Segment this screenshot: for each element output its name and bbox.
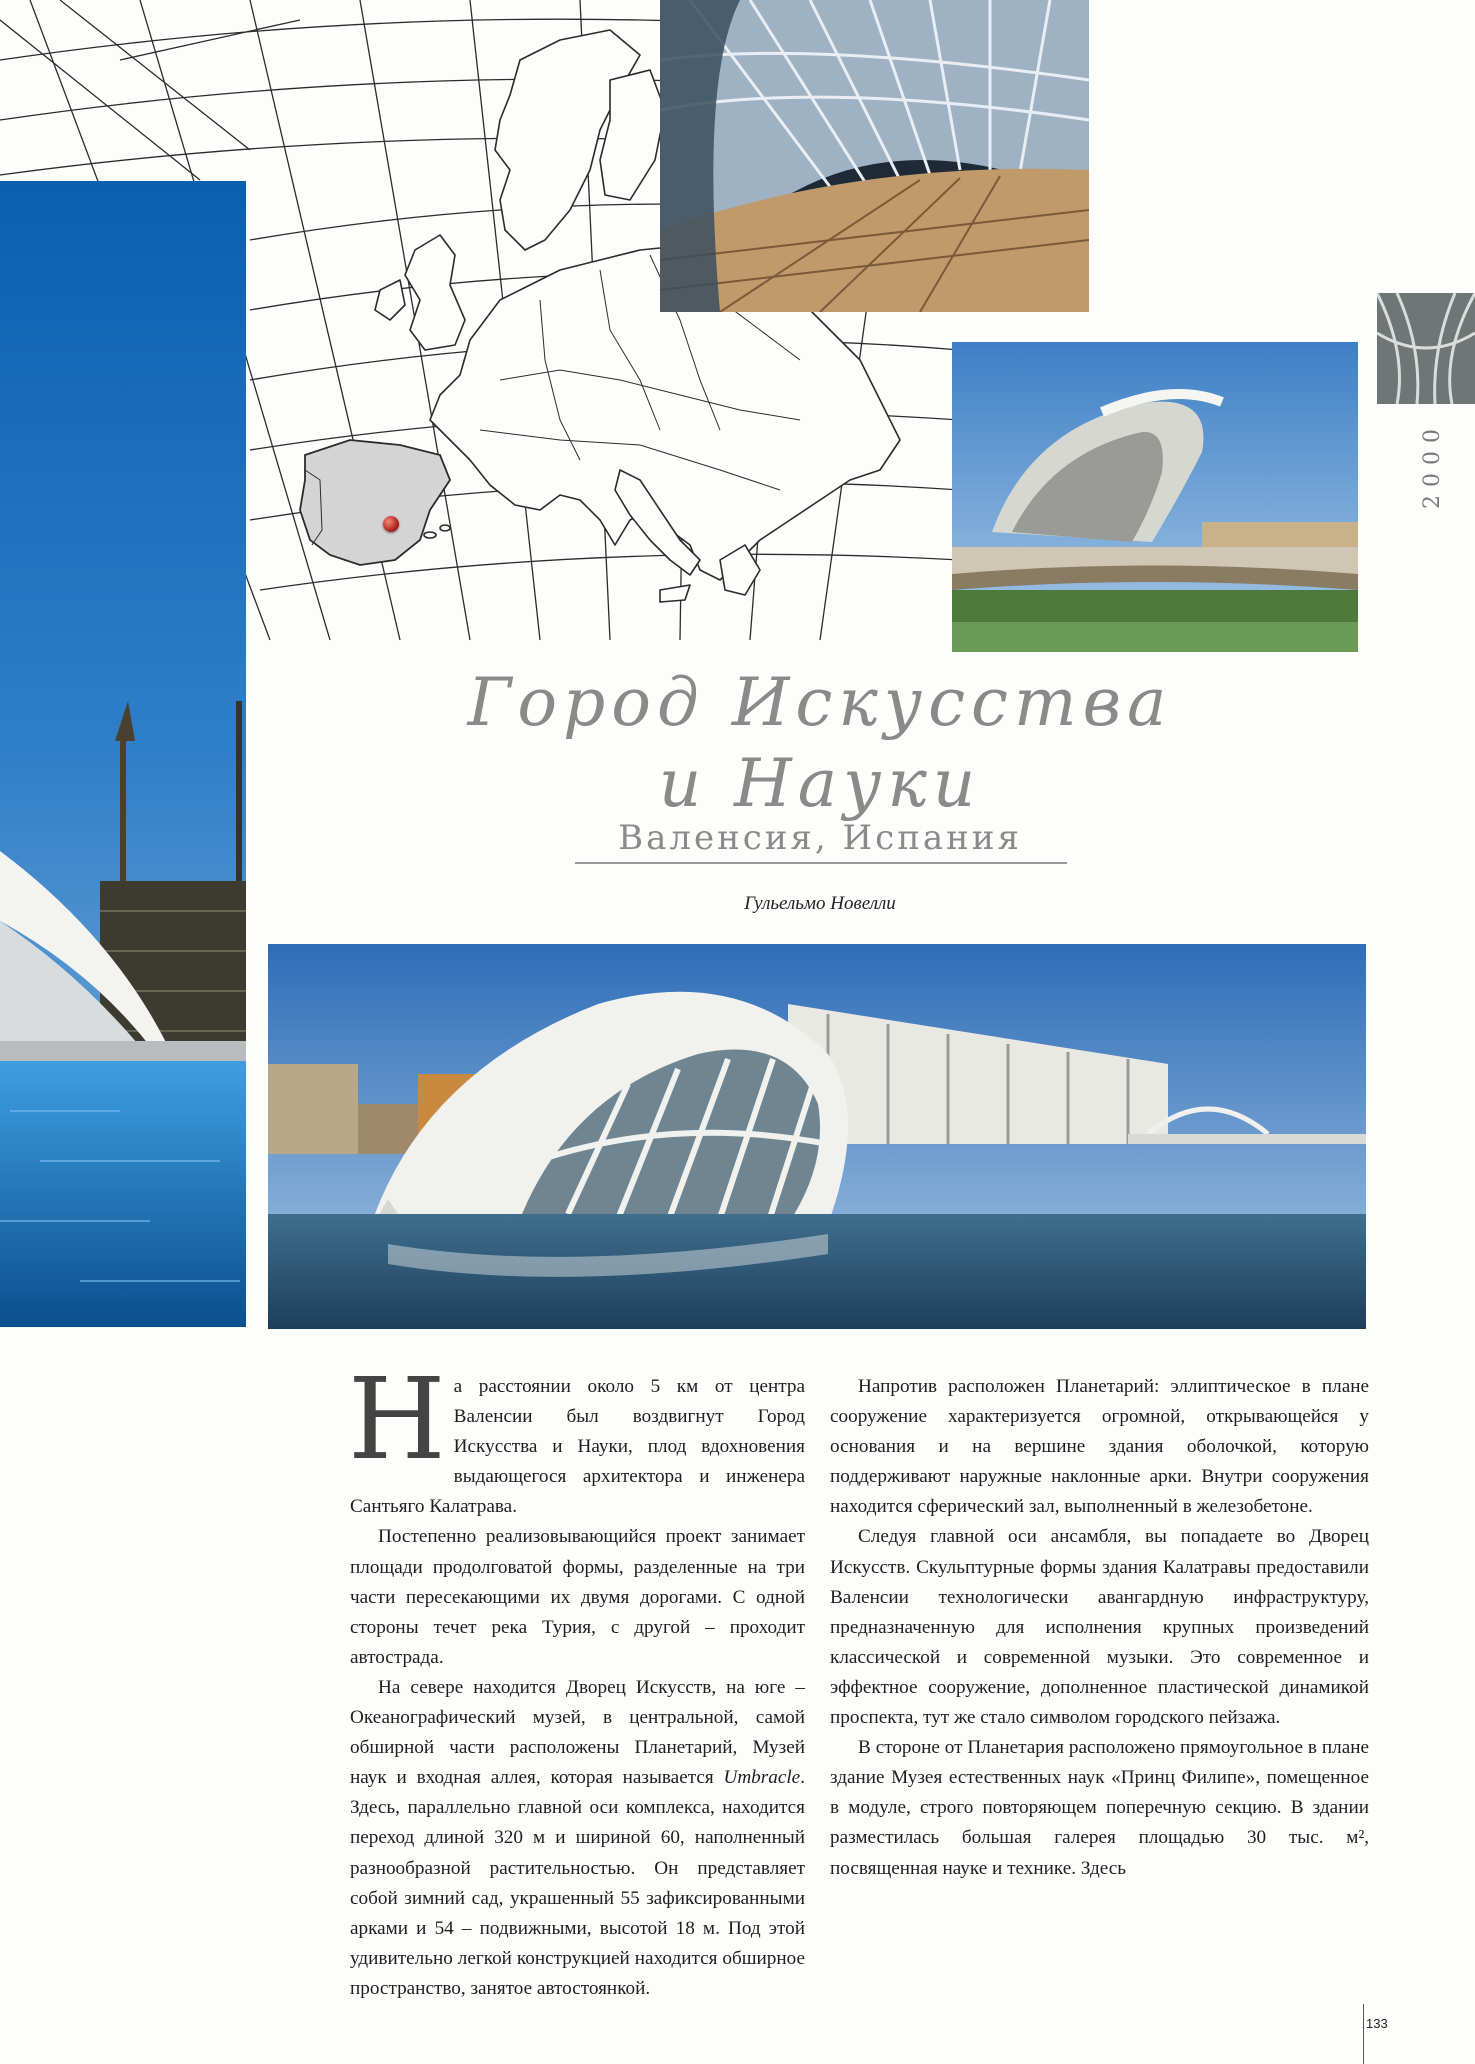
page-subtitle: Валенсия, Испания xyxy=(618,818,1022,858)
photo-hemisferic-panorama xyxy=(268,944,1366,1329)
paragraph: На расстоянии около 5 км от центра Валенсии был воздвигнут Город Искусства и Науки, плод вдохновения выдающегося архитектора и инженера Сантьяго Калатрава. xyxy=(348,1355,805,1518)
location-pin-icon xyxy=(383,516,399,532)
paragraph: Следуя главной оси ансамбля, вы попадаете во Дворец Искусств. Скульптурные формы здания Калатравы предоставили Валенсии технологически авангардную инфраструктуру, предназначенную для исполнения крупных произведений классической и современной музыки. Это современное и эффектное сооружение, дополненное пластической динамикой проспекта, тут же стало символом городского пейзажа. xyxy=(830,1526,1369,1729)
drop-cap: Н xyxy=(348,1355,446,1485)
page-number: 133 xyxy=(1366,2016,1388,2031)
emphasis-umbracle: Umbracle xyxy=(723,1767,801,1789)
article-column-right xyxy=(830,1372,1369,1884)
subtitle-underline xyxy=(575,862,1067,864)
paragraph: Напротив расположен Планетарий: эллиптическое в плане сооружение характеризуется огромной, открывающейся у основания и на вершине здания оболочкой, которую поддерживают наружные наклонные арки. Внутри сооружения находится сферический зал, выполненный в железобетоне. xyxy=(830,1376,1369,1518)
architecture-thumbnail-icon xyxy=(1377,293,1475,404)
paragraph: В стороне от Планетария расположено прямоугольное в плане здание Музея естественных наук «Принц Филипе», помещенное в модуле, строго повторяющем поперечную секцию. В здании разместилась большая галерея площадью 30 тыс. м², посвященная науке и технике. Здесь xyxy=(830,1737,1369,1879)
article-column-left xyxy=(348,1355,805,2004)
photo-construction-sky xyxy=(0,181,246,1327)
paragraph: На севере находится Дворец Искусств, на юге – Океанографический музей, в центральной, самой обширной части расположены Планетарий, Музей наук и входная аллея, которая называется Umbracle. Здесь, параллельно главной оси комплекса, находится переход длиной 320 м и шириной 60, наполненный разнообразной растительностью. Он представляет собой зимний сад, украшенный 55 зафиксированными арками и 54 – подвижными, высотой 18 м. Под этой удивительно легкой конструкцией находится обширное пространство, занятое автостоянкой. xyxy=(350,1676,805,1999)
side-year-label: 2000 xyxy=(1420,421,1445,509)
paragraph: Постепенно реализовывающийся проект занимает площади продолговатой формы, разделенные на три части пересекающими их двумя дорогами. С одной стороны течет река Турия, с другой – проходит автострада. xyxy=(350,1526,805,1668)
photo-palace-of-arts xyxy=(952,342,1358,652)
page-title-line-1: Город Искусства xyxy=(467,664,1173,741)
author-name: Гульельмо Новелли xyxy=(744,893,896,914)
photo-umbracle-walkway xyxy=(660,0,1089,312)
page-title-line-2: и Науки xyxy=(658,745,982,822)
page-number-rule xyxy=(1363,2004,1364,2064)
